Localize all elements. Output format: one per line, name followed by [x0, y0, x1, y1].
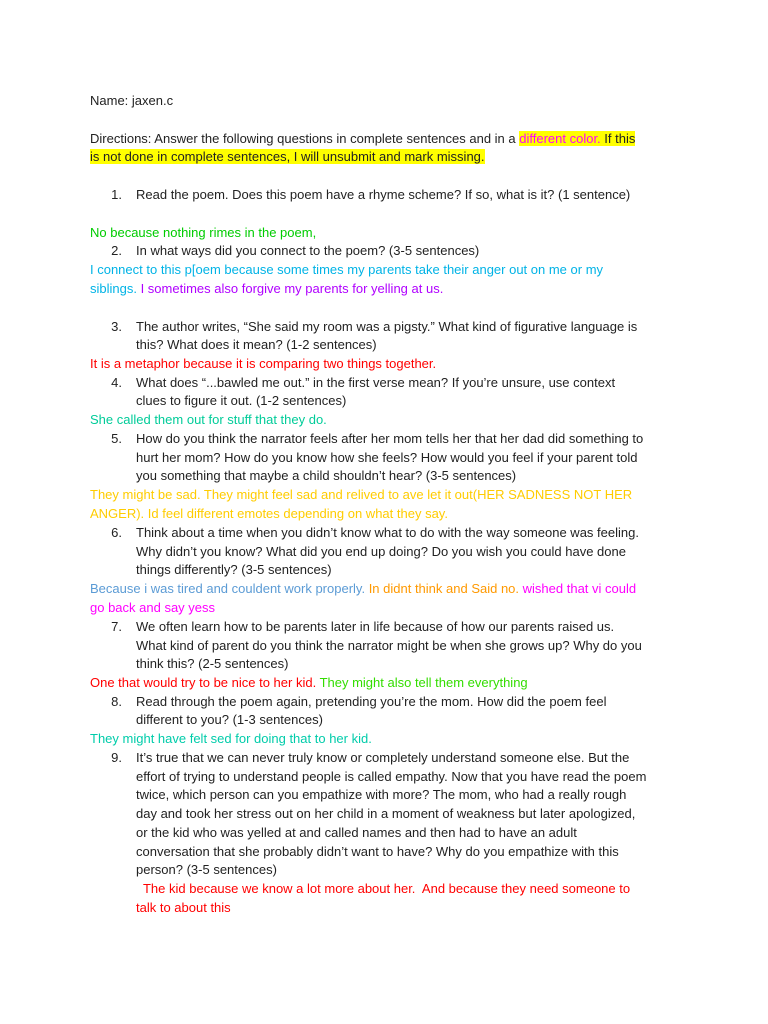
- question-number: 1.: [111, 187, 122, 202]
- answer-text: The kid because we know a lot more about her. And because they need someone to: [136, 881, 631, 896]
- question-number: 3.: [111, 319, 122, 334]
- question-text: Why didn’t you know? What did you end up doing? Do you wish you could have done: [136, 544, 626, 559]
- question-text: you something that maybe a child shouldn’t hear? (3-5 sentences): [136, 468, 517, 483]
- question-text: person? (3-5 sentences): [136, 862, 277, 877]
- directions-text-c: If this: [600, 131, 636, 146]
- different-color-highlight: different color.: [519, 131, 601, 146]
- question-text: What does “...bawled me out.” in the first verse mean? If you’re unsure, use context: [136, 375, 616, 390]
- answer-text: She called them out for stuff that they do.: [90, 412, 327, 427]
- question-text: this? What does it mean? (1-2 sentences): [136, 337, 377, 352]
- question-text: twice, which person can you empathize with more? The mom, who had a really rough: [136, 787, 627, 802]
- question-text: Think about a time when you didn’t know what to do with the way someone was feeling.: [136, 525, 639, 540]
- question-text: different to you? (1-3 sentences): [136, 712, 323, 727]
- directions-line-1: [90, 130, 635, 148]
- directions-text-a: Directions: Answer the following questions in complete sentences and in a: [90, 131, 520, 146]
- question-text: In what ways did you connect to the poem? (3-5 sentences): [136, 243, 480, 258]
- answer-text: I connect to this p[oem because some times my parents take their anger out on me or my: [90, 262, 604, 277]
- answer-text: ANGER). Id feel different emotes depending on what they say.: [90, 506, 448, 521]
- question-text: things differently? (3-5 sentences): [136, 562, 332, 577]
- directions-line-2: [90, 148, 485, 166]
- answer-text: It is a metaphor because it is comparing two things together.: [90, 356, 437, 371]
- question-text: What kind of parent do you think the narrator might be when she grows up? Why do you: [136, 638, 642, 653]
- answer-line: [90, 280, 443, 298]
- answer-line: [90, 674, 528, 692]
- answer-segment: They might also tell them everything: [316, 675, 528, 690]
- answer-line: [90, 580, 636, 598]
- question-text: We often learn how to be parents later in life because of how our parents raised us.: [136, 619, 615, 634]
- question-text: think this? (2-5 sentences): [136, 656, 289, 671]
- question-number: 5.: [111, 431, 122, 446]
- question-text: day and took her stress out on her child in a moment of weakness but later apologized,: [136, 806, 636, 821]
- question-number: 6.: [111, 525, 122, 540]
- directions-text-line2: is not done in complete sentences, I will unsubmit and mark missing.: [90, 149, 485, 164]
- question-number: 7.: [111, 619, 122, 634]
- question-text: How do you think the narrator feels after her mom tells her that her dad did something to: [136, 431, 644, 446]
- answer-text: go back and say yess: [90, 600, 216, 615]
- answer-text: No because nothing rimes in the poem,: [90, 225, 317, 240]
- question-text: Read the poem. Does this poem have a rhyme scheme? If so, what is it? (1 sentence): [136, 187, 631, 202]
- question-text: Read through the poem again, pretending you’re the mom. How did the poem feel: [136, 694, 607, 709]
- answer-segment: One that would try to be nice to her kid.: [90, 675, 317, 690]
- question-number: 9.: [111, 750, 122, 765]
- question-text: or the kid who was yelled at and called names and then had to have an adult: [136, 825, 577, 840]
- answer-text: They might have felt sed for doing that to her kid.: [90, 731, 372, 746]
- question-text: It’s true that we can never truly know or completely understand someone else. But the: [136, 750, 630, 765]
- question-text: conversation that she probably didn’t want to have? Why do you empathize with this: [136, 844, 619, 859]
- question-number: 4.: [111, 375, 122, 390]
- answer-text: They might be sad. They might feel sad and relived to ave let it out(HER SADNESS NOT HER: [90, 487, 633, 502]
- answer-segment: siblings.: [90, 281, 137, 296]
- question-text: hurt her mom? How do you know how she feels? How would you feel if your parent told: [136, 450, 638, 465]
- answer-segment: I sometimes also forgive my parents for yelling at us.: [136, 281, 444, 296]
- question-number: 8.: [111, 694, 122, 709]
- question-text: clues to figure it out. (1-2 sentences): [136, 393, 347, 408]
- answer-segment: Because i was tired and couldent work properly.: [90, 581, 366, 596]
- name-line: Name: jaxen.c: [90, 93, 174, 108]
- question-text: effort of trying to understand people is called empathy. Now that you have read the poem: [136, 769, 647, 784]
- question-text: The author writes, “She said my room was a pigsty.” What kind of figurative language is: [136, 319, 638, 334]
- question-number: 2.: [111, 243, 122, 258]
- answer-text: talk to about this: [136, 900, 231, 915]
- answer-segment: wished that vi could: [519, 581, 637, 596]
- answer-segment: In didnt think and Said no.: [365, 581, 520, 596]
